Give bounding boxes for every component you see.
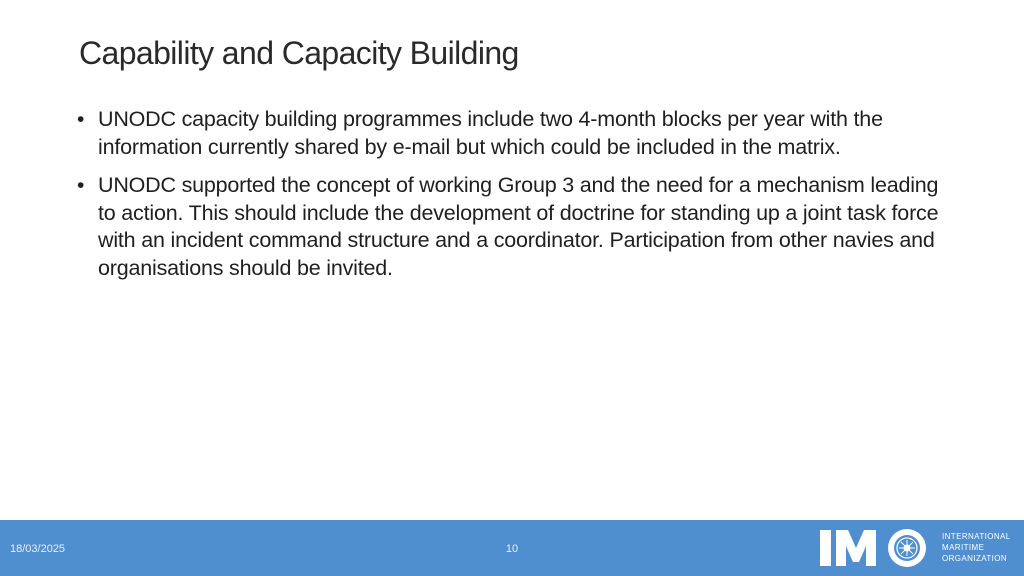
imo-logo	[818, 526, 1018, 570]
logo-line-organization: ORGANIZATION	[942, 554, 1008, 563]
bullet-marker: •	[77, 174, 85, 197]
logo-line-maritime: MARITIME	[942, 543, 985, 552]
logo-line-international: INTERNATIONAL	[942, 532, 1011, 541]
footer-date: 18/03/2025	[10, 543, 66, 555]
bullet-item	[74, 106, 954, 161]
bullet-marker: •	[77, 108, 85, 131]
bullet-text: UNODC supported the concept of working Group 3 and the need for a mechanism leading to action. This should include the development of doctrine for standing up a joint task force with an incident command structure and a coordinator. Participation from other navies and organisations should be invited.	[98, 173, 939, 280]
page-number: 10	[505, 543, 519, 555]
imo-logo-mark-icon	[818, 528, 936, 568]
slide-title: Capability and Capacity Building	[79, 35, 519, 71]
imo-logo-text	[942, 531, 1022, 564]
bullet-list	[74, 106, 954, 293]
bullet-item	[74, 172, 954, 282]
footer-bar	[0, 520, 1024, 576]
bullet-text: UNODC capacity building programmes include two 4-month blocks per year with the information currently shared by e-mail but which could be included in the matrix.	[98, 107, 883, 159]
